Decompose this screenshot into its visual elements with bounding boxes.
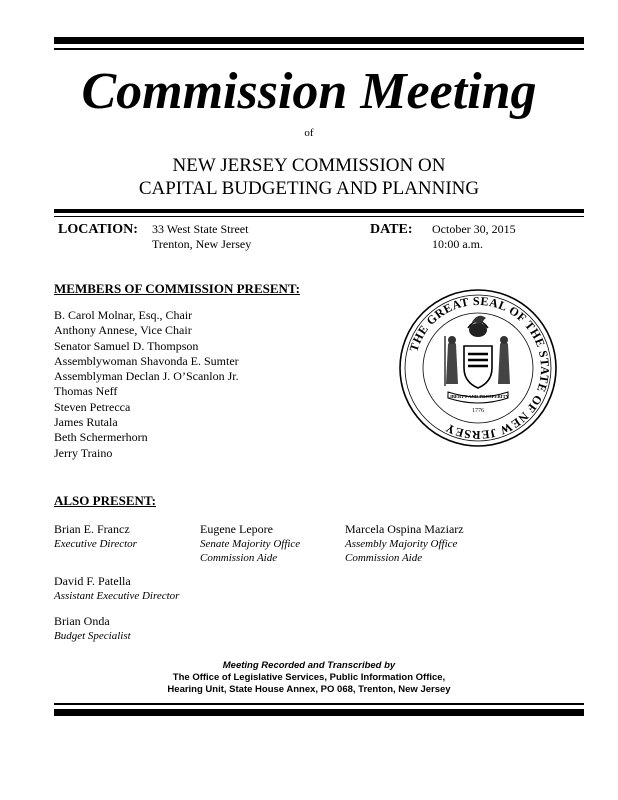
member-item: Beth Schermerhorn: [54, 430, 148, 445]
member-item: Steven Petrecca: [54, 399, 131, 414]
footer-line-1: Meeting Recorded and Transcribed by: [222, 660, 396, 671]
top-rule-thin: [54, 48, 584, 50]
member-item: B. Carol Molnar, Esq., Chair: [54, 308, 193, 322]
also-present-person: [54, 522, 137, 551]
seal-ribbon-text: LIBERTY AND PROSPERITY: [447, 394, 509, 399]
location-value: [152, 222, 251, 252]
person-role: Commission Aide: [200, 552, 278, 564]
date-line-2: 10:00 a.m.: [432, 237, 483, 251]
member-item: Thomas Neff: [54, 384, 118, 399]
organization-line-2: CAPITAL BUDGETING AND PLANNING: [138, 178, 480, 199]
members-heading: MEMBERS OF COMMISSION PRESENT:: [54, 281, 300, 296]
person-name: Marcela Ospina Maziarz: [345, 522, 464, 536]
of-text: of: [304, 127, 314, 139]
also-present-heading: ALSO PRESENT:: [54, 493, 156, 508]
person-name: David F. Patella: [54, 574, 131, 588]
members-list: [54, 308, 239, 461]
bottom-rule-thick: [54, 709, 584, 716]
location-label: LOCATION:: [58, 222, 138, 237]
person-role: Senate Majority Office: [200, 538, 301, 550]
date-label: DATE:: [370, 222, 413, 237]
transcription-footer: [0, 660, 618, 696]
also-present-person: [200, 522, 300, 565]
mid-rule-thin: [54, 216, 584, 217]
member-item: Senator Samuel D. Thompson: [54, 338, 199, 353]
state-seal-icon: [398, 288, 558, 448]
person-name: Eugene Lepore: [200, 522, 273, 536]
member-item: James Rutala: [54, 415, 118, 430]
top-rule-thick: [54, 37, 584, 44]
seal-year: 1776: [472, 408, 484, 414]
person-role: Executive Director: [54, 538, 137, 550]
footer-line-2: The Office of Legislative Services, Public Information Office,: [172, 672, 446, 683]
organization-line-1: NEW JERSEY COMMISSION ON: [172, 155, 446, 176]
person-name: Brian E. Francz: [54, 522, 130, 536]
location-line-2: Trenton, New Jersey: [152, 237, 252, 251]
document-title: Commission Meeting: [81, 63, 537, 120]
location-line-1: 33 West State Street: [152, 222, 249, 236]
member-item: Jerry Traino: [54, 445, 113, 460]
footer-line-3: Hearing Unit, State House Annex, PO 068, Trenton, New Jersey: [167, 684, 451, 695]
person-role: Assembly Majority Office: [345, 538, 458, 550]
mid-rule-thick: [54, 209, 584, 213]
person-role: Commission Aide: [345, 552, 423, 564]
date-line-1: October 30, 2015: [432, 222, 516, 236]
also-present-person: [345, 522, 464, 565]
person-name: Brian Onda: [54, 614, 110, 628]
person-role: Budget Specialist: [54, 630, 131, 642]
member-item: Assemblywoman Shavonda E. Sumter: [54, 353, 239, 368]
also-present-person: [54, 614, 131, 643]
bottom-rule-thin: [54, 703, 584, 705]
also-present-person: [54, 574, 179, 603]
organization-name: [0, 154, 618, 200]
seal-ring-text: THE GREAT SEAL OF THE STATE OF NEW JERSEY: [406, 293, 553, 443]
member-item: Anthony Annese, Vice Chair: [54, 323, 192, 338]
person-role: Assistant Executive Director: [54, 590, 180, 602]
date-value: [432, 222, 516, 252]
member-item: Assemblyman Declan J. O’Scanlon Jr.: [54, 369, 239, 384]
